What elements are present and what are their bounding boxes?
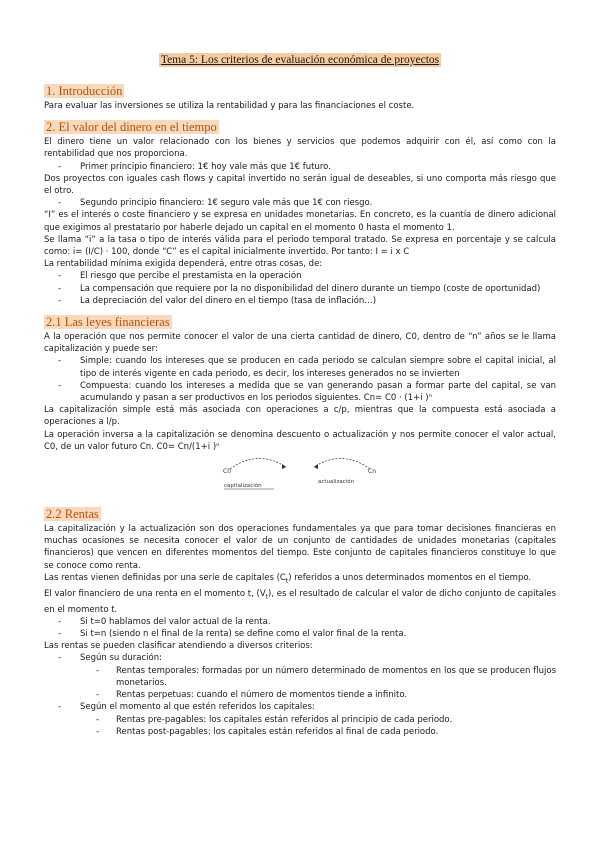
paragraph: Las rentas se pueden clasificar atendiendo a diversos criterios: (44, 641, 313, 652)
bullet-list (44, 701, 556, 713)
arrowhead (314, 464, 318, 469)
list-item: - Rentas post-pagables: los capitales están referidos al final de cada periodo. (44, 726, 556, 738)
paragraph: A la operación que nos permite conocer el valor de una cierta cantidad de dinero, C0, dentro de “n” años se le llama capitalización y puede ser: (44, 332, 556, 355)
heading-valor-dinero: 2. El valor del dinero en el tiempo (46, 120, 217, 135)
list-item: - Si t=n (siendo n el final de la renta) se define como el valor final de la renta. (44, 628, 556, 640)
paragraph: El valor financiero de una renta en el momento t, $(V_t)$, es el resultado de calcular el valor de dicho conjunto de capitales en el momento t. (44, 588, 556, 615)
list-item: - Según el momento al que estén referidos los capitales: (44, 701, 556, 713)
list-item: - Rentas temporales: formadas por un número determinado de momentos en los que se producen flujos monetarios. (44, 665, 556, 689)
paragraph: Para evaluar las inversiones se utiliza la rentabilidad y para las financiaciones el coste. (44, 101, 415, 111)
list-item: - Primer principio financiero: 1€ hoy vale más que 1€ futuro. (44, 161, 556, 173)
label-capitalizacion: capitalización (224, 483, 262, 490)
diagram-svg (220, 455, 380, 499)
list-item: - Segundo principio financiero: 1€ seguro vale más que 1€ con riesgo. (44, 197, 556, 209)
paragraph: La capitalización simple está más asociada con operaciones a c/p, mientras que la compuesta está asociada a operaciones a l/p. (44, 405, 556, 428)
paragraph: La rentabilidad mínima exigida dependerá, entre otras cosas, de: (44, 259, 323, 270)
list-item: - Según su duración: (44, 652, 556, 664)
paragraph: “I” es el interés o coste financiero y se expresa en unidades monetarias. En concreto, es la cuantía de dinero adicional que exigimos al prestatario por haberle dejado un capital en el momento 0 hasta el momento 1. (44, 210, 556, 233)
paragraph: El dinero tiene un valor relacionado con los bienes y servicios que podemos adquirir con él, así como con la rentabilidad que nos proporciona. (44, 137, 556, 160)
arrowhead (282, 464, 286, 469)
heading-rentas: 2.2 Rentas (46, 507, 99, 522)
bullet-list (44, 616, 556, 640)
list-item: - Simple: cuando los intereses que se producen en cada periodo se calculan siempre sobre el capital inicial, al tipo de interés vigente en cada periodo, es decir, los intereses generados no se invierten (44, 355, 556, 379)
nested-bullet-list (44, 714, 556, 738)
list-item: - Rentas perpetuas: cuando el número de momentos tiende a infinito. (44, 689, 556, 701)
bullet-list (44, 161, 556, 173)
bullet-list (44, 197, 556, 209)
list-item: - La compensación que requiere por la no disponibilidad del dinero durante un tiempo (coste de oportunidad) (44, 283, 556, 295)
bullet-list (44, 270, 556, 307)
node-c0: C0 (223, 468, 232, 476)
bullet-list (44, 355, 556, 404)
list-item: - La depreciación del valor del dinero en el tiempo (tasa de inflación…) (44, 295, 556, 307)
paragraph: Se llama “i” a la tasa o tipo de interés válida para el periodo temporal tratado. Se expresa en porcentaje y se calcula como: i= (I/C) · 100, donde “C” es el capital inicialmente invertido. Por tanto: I = i x C (44, 234, 556, 258)
node-cn: Cn (368, 468, 376, 476)
capitalization-diagram (44, 455, 556, 499)
bullet-list (44, 652, 556, 664)
paragraph: Las rentas vienen definidas por una serie de capitales $(C_t)$ referidos a unos determinados momentos en el tiempo. (44, 572, 532, 585)
document-page (44, 54, 556, 738)
heading-introduccion: 1. Introducción (46, 84, 123, 98)
paragraph: Dos proyectos con iguales cash flows y capital invertido no serán igual de deseables, si uno comporta más riesgo que el otro. (44, 173, 556, 197)
document-title: Tema 5: Los criterios de evaluación económica de proyectos (160, 54, 440, 66)
heading-leyes-financieras: 2.1 Las leyes financieras (46, 315, 170, 330)
label-actualizacion: actualización (318, 479, 355, 486)
actualization-arc (314, 459, 370, 470)
list-item: - Rentas pre-pagables: los capitales están referidos al principio de cada periodo. (44, 714, 556, 726)
list-item: - Si t=0 hablamos del valor actual de la renta. (44, 616, 556, 628)
paragraph: La capitalización y la actualización son dos operaciones fundamentales ya que para tomar decisiones financieras en muchas ocasiones se necesita conocer el valor de un conjunto de cantidades de unidades monetarias (capitales financieros) que vencen en diferentes momentos del tiempo. Este conjunto de capitales financieros constituye lo que se conoce como renta. (44, 524, 556, 571)
capitalization-arc (230, 459, 286, 470)
nested-bullet-list (44, 665, 556, 702)
list-item: - Compuesta: cuando los intereses a medida que se van generando pasan a formar parte del capital, se van acumulando y pasan a ser productivos en los periodos siguientes. Cn= C0 · (1+i )ⁿ (44, 380, 556, 404)
list-item: - El riesgo que percibe el prestamista en la operación (44, 270, 556, 282)
paragraph: La operación inversa a la capitalización se denomina descuento o actualización y nos permite conocer el valor actual, C0, de un valor futuro Cn. C0= Cn/(1+i )ⁿ (44, 429, 556, 452)
